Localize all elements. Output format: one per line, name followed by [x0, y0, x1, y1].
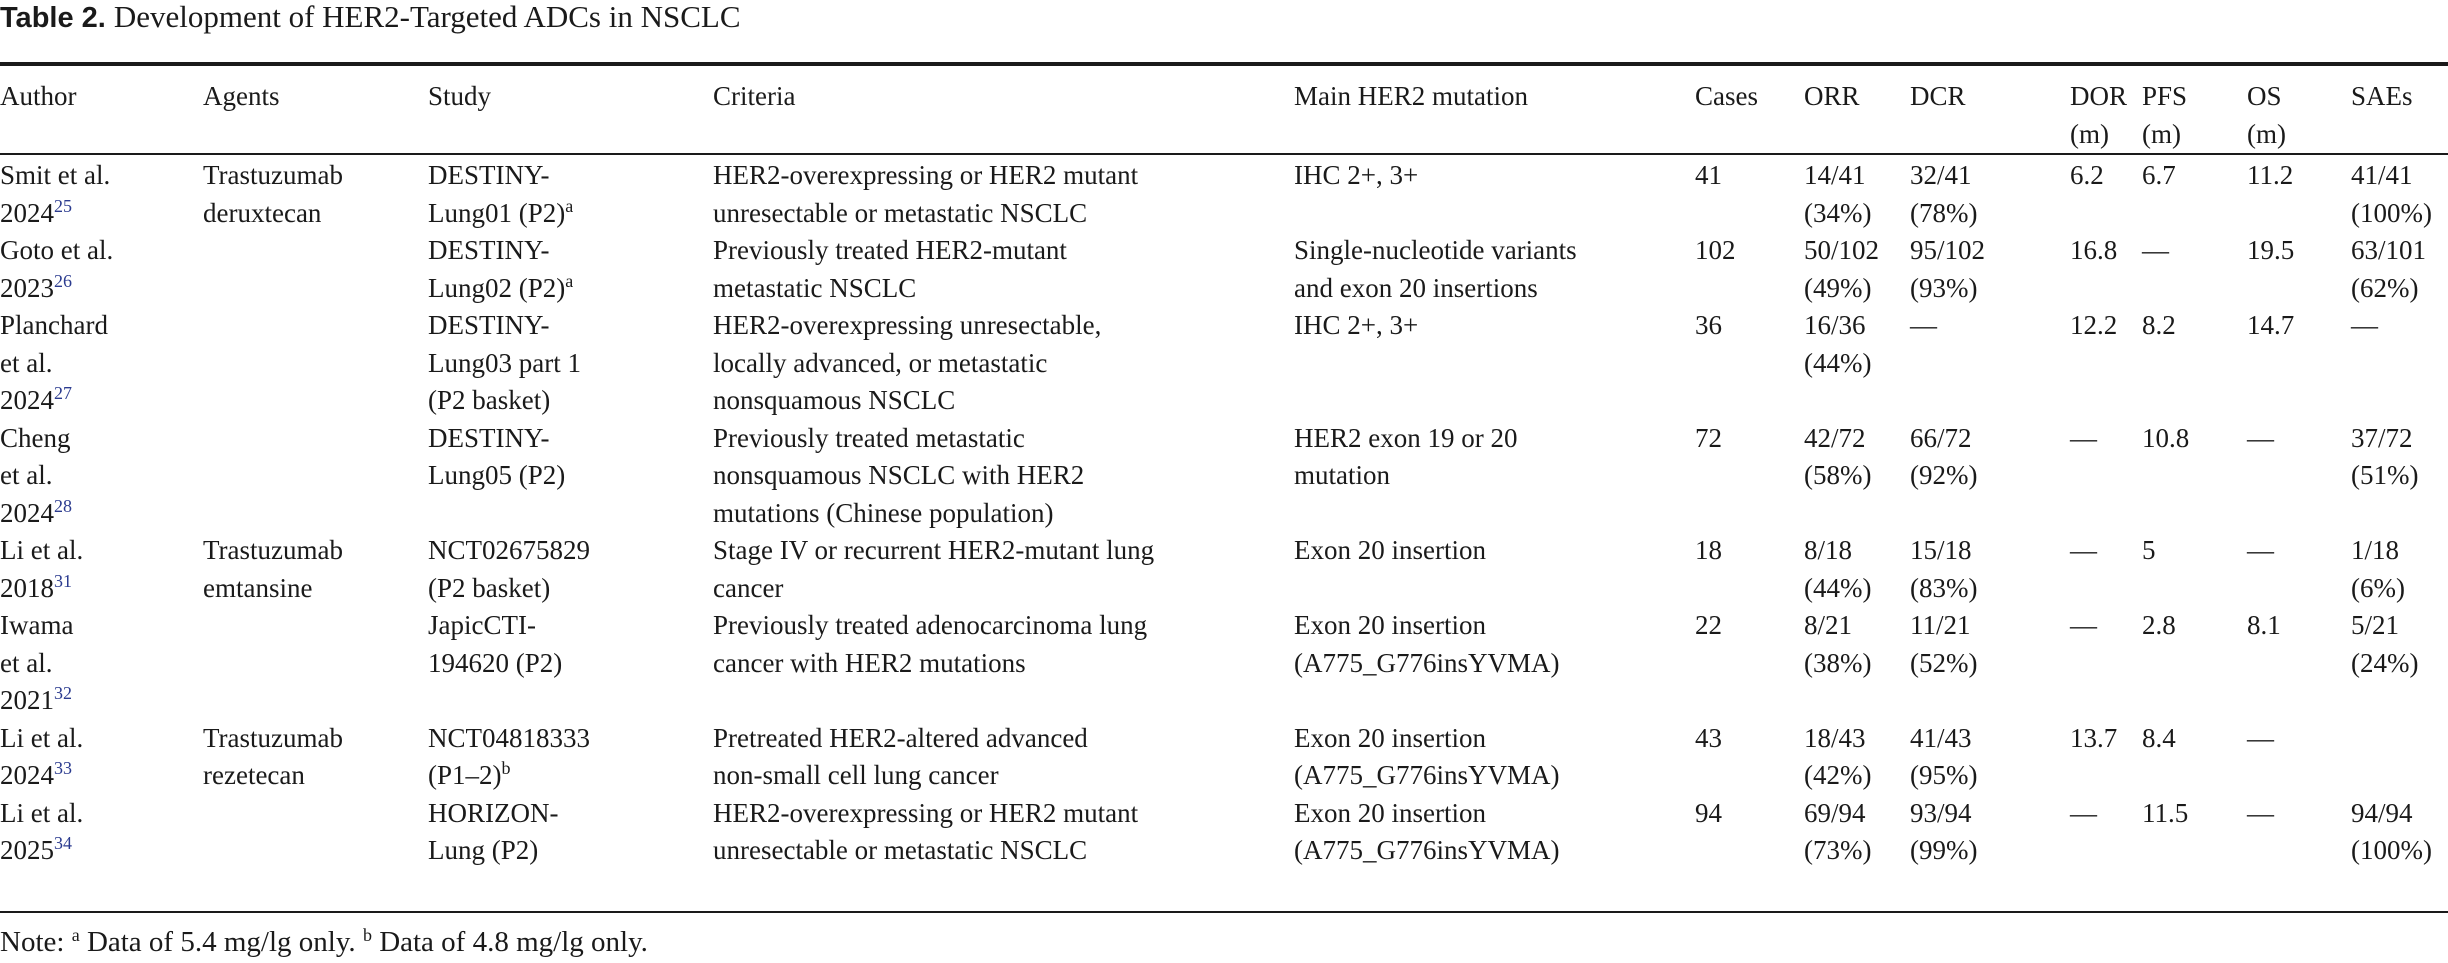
cases-cell: 94: [1695, 797, 1722, 828]
author-cell: Li et al. 2024$^{33}$: [0, 722, 84, 790]
note-text-a: Data of 5.4 mg/lg only.: [86, 926, 356, 958]
study-cell: DESTINY- Lung03 part 1 (P2 basket): [428, 310, 581, 415]
saes-cell: —: [2351, 310, 2378, 340]
table-row: [0, 607, 2448, 720]
criteria-cell: HER2-overexpressing or HER2 mutant unresectable or metastatic NSCLC: [713, 160, 1139, 228]
study-cell: NCT04818333 $(P1-2)^b$: [428, 722, 590, 790]
header-mutation: Main HER2 mutation: [1294, 81, 1528, 111]
pfs-cell: 8.2: [2142, 310, 2176, 340]
dor-cell: —: [2070, 535, 2097, 565]
header-criteria: Criteria: [713, 81, 796, 111]
criteria-cell: Pretreated HER2-altered advanced non-small cell lung cancer: [713, 722, 1088, 790]
table-note: [0, 922, 648, 962]
orr-cell: 14/41 (34%): [1804, 160, 1872, 228]
header-dor: DOR (m): [2070, 81, 2128, 149]
saes-cell: 94/94 (100%): [2351, 797, 2432, 865]
table-row: [0, 153, 2448, 232]
mutation-cell: Exon 20 insertion (A775_G776insYVMA): [1294, 722, 1560, 790]
pfs-cell: 8.4: [2142, 722, 2176, 753]
reference-link[interactable]: 33: [54, 758, 72, 778]
saes-cell: [2351, 720, 2448, 795]
reference-link[interactable]: 28: [54, 495, 72, 516]
orr-cell: 42/72 (58%): [1804, 422, 1872, 490]
reference-link[interactable]: 34: [54, 833, 72, 853]
dor-cell: 16.8: [2070, 235, 2118, 265]
dcr-cell: 15/18 (83%): [1910, 535, 1978, 603]
note-text-b: Data of 4.8 mg/lg only.: [379, 926, 648, 958]
study-cell: DESTINY- Lung01 $(P2)^a$: [428, 160, 574, 228]
author-cell: Smit et al. 2024$^{25}$: [0, 160, 111, 228]
reference-link[interactable]: 32: [54, 683, 72, 703]
study-cell: DESTINY- Lung02 $(P2)^a$: [428, 235, 574, 303]
criteria-cell: Previously treated adenocarcinoma lung cancer with HER2 mutations: [713, 610, 1148, 678]
header-author: Author: [0, 81, 77, 111]
orr-cell: 69/94 (73%): [1804, 797, 1872, 865]
cases-cell: 102: [1695, 235, 1736, 265]
saes-cell: 63/101 (62%): [2351, 235, 2427, 303]
reference-link[interactable]: 27: [54, 383, 72, 403]
author-cell: Li et al. 2018$^{31}$: [0, 535, 84, 603]
mutation-cell: Exon 20 insertion: [1294, 535, 1486, 565]
note-marker-b: b: [362, 925, 372, 945]
pfs-cell: 10.8: [2142, 422, 2190, 453]
author-cell: Planchard et al. 2024$^{27}$: [0, 310, 108, 415]
dcr-cell: 11/21 (52%): [1910, 610, 1978, 678]
agent-cell: [203, 420, 428, 533]
criteria-cell: Previously treated metastatic nonsquamous NSCLC with HER2 mutations (Chinese population): [713, 422, 1085, 528]
saes-cell: 41/41 (100%): [2351, 160, 2432, 228]
header-cases: Cases: [1695, 81, 1758, 111]
table-caption: [0, 0, 741, 34]
agent-cell: Trastuzumab emtansine: [203, 535, 343, 603]
author-cell: Goto et al. 2023$^{26}$: [0, 235, 114, 303]
os-cell: 11.2: [2247, 160, 2294, 190]
pfs-cell: 11.5: [2142, 797, 2189, 828]
study-cell: NCT02675829 (P2 basket): [428, 535, 590, 603]
pfs-cell: 6.7: [2142, 160, 2176, 190]
header-os: OS (m): [2247, 81, 2286, 149]
dor-cell: 13.7: [2070, 722, 2118, 753]
header-orr: ORR: [1804, 81, 1860, 111]
reference-link[interactable]: 25: [54, 195, 72, 216]
orr-cell: 8/21 (38%): [1804, 610, 1872, 678]
criteria-cell: HER2-overexpressing or HER2 mutant unresectable or metastatic NSCLC: [713, 797, 1139, 865]
table-row: [0, 532, 2448, 607]
saes-cell: 37/72 (51%): [2351, 422, 2419, 490]
criteria-cell: Previously treated HER2-mutant metastatic NSCLC: [713, 235, 1067, 303]
pfs-cell: —: [2142, 235, 2169, 265]
header-agents: Agents: [203, 81, 280, 111]
agent-cell: Trastuzumab deruxtecan: [203, 160, 343, 228]
reference-link[interactable]: 31: [54, 570, 72, 591]
bottom-rule: [0, 911, 2448, 913]
header-pfs: PFS (m): [2142, 81, 2188, 149]
table-label: Table 2.: [0, 2, 106, 34]
footnote-marker: a: [565, 195, 574, 216]
dcr-cell: 95/102 (93%): [1910, 235, 1986, 303]
agent-cell: Trastuzumab rezetecan: [203, 722, 343, 790]
mutation-cell: Single-nucleotide variants and exon 20 insertions: [1294, 235, 1577, 303]
study-cell: DESTINY- Lung05 (P2): [428, 422, 566, 490]
header-dcr: DCR: [1910, 81, 1966, 111]
agent-cell: [203, 795, 428, 870]
table-row: [0, 420, 2448, 533]
pfs-cell: 2.8: [2142, 610, 2176, 640]
agent-cell: [203, 232, 428, 307]
footnote-marker: b: [501, 758, 511, 778]
mutation-cell: IHC 2+, 3+: [1294, 160, 1419, 190]
criteria-cell: HER2-overexpressing unresectable, locally advanced, or metastatic nonsquamous NSCLC: [713, 310, 1102, 415]
orr-cell: 8/18 (44%): [1804, 535, 1872, 603]
pfs-cell: 5: [2142, 535, 2156, 565]
cases-cell: 18: [1695, 535, 1722, 565]
header-study: Study: [428, 81, 492, 111]
saes-cell: 5/21 (24%): [2351, 610, 2419, 678]
orr-cell: 16/36 (44%): [1804, 310, 1872, 378]
dor-cell: 12.2: [2070, 310, 2118, 340]
dor-cell: 6.2: [2070, 160, 2104, 190]
cases-cell: 22: [1695, 610, 1722, 640]
orr-cell: 18/43 (42%): [1804, 722, 1872, 790]
table-title: Development of HER2-Targeted ADCs in NSCLC: [113, 0, 741, 34]
table-row: [0, 307, 2448, 420]
os-cell: —: [2247, 535, 2274, 565]
dcr-cell: —: [1910, 310, 1937, 340]
note-prefix: Note:: [0, 926, 65, 958]
criteria-cell: Stage IV or recurrent HER2-mutant lung cancer: [713, 535, 1155, 603]
author-cell: Cheng et al. 2024$^{28}$: [0, 422, 72, 528]
mutation-cell: IHC 2+, 3+: [1294, 310, 1419, 340]
cases-cell: 41: [1695, 160, 1722, 190]
reference-link[interactable]: 26: [54, 270, 72, 291]
orr-cell: 50/102 (49%): [1804, 235, 1880, 303]
os-cell: 19.5: [2247, 235, 2295, 265]
saes-cell: 1/18 (6%): [2351, 535, 2405, 603]
dor-cell: —: [2070, 422, 2097, 453]
cases-cell: 72: [1695, 422, 1722, 453]
dcr-cell: 41/43 (95%): [1910, 722, 1978, 790]
os-cell: —: [2247, 422, 2274, 453]
mutation-cell: HER2 exon 19 or 20 mutation: [1294, 422, 1518, 490]
study-cell: HORIZON- Lung (P2): [428, 797, 559, 865]
table-row: [0, 720, 2448, 795]
header-saes: SAEs: [2351, 81, 2413, 111]
cases-cell: 43: [1695, 722, 1722, 753]
agent-cell: [203, 607, 428, 720]
os-cell: 8.1: [2247, 610, 2281, 640]
os-cell: 14.7: [2247, 310, 2295, 340]
study-cell: JapicCTI- 194620 (P2): [428, 610, 563, 678]
dcr-cell: 32/41 (78%): [1910, 160, 1978, 228]
her2-adc-table: [0, 66, 2448, 870]
table-row: [0, 795, 2448, 870]
os-cell: —: [2247, 722, 2274, 753]
cases-cell: 36: [1695, 310, 1722, 340]
agent-cell: [203, 307, 428, 420]
author-cell: Iwama et al. 2021$^{32}$: [0, 610, 74, 715]
table-row: [0, 232, 2448, 307]
mutation-cell: Exon 20 insertion (A775_G776insYVMA): [1294, 797, 1560, 865]
header-row: [0, 66, 2448, 153]
author-cell: Li et al. 2025$^{34}$: [0, 797, 84, 865]
mutation-cell: Exon 20 insertion (A775_G776insYVMA): [1294, 610, 1560, 678]
dor-cell: —: [2070, 797, 2097, 828]
footnote-marker: a: [565, 270, 574, 291]
os-cell: —: [2247, 797, 2274, 828]
dor-cell: —: [2070, 610, 2097, 640]
dcr-cell: 66/72 (92%): [1910, 422, 1978, 490]
note-marker-a: a: [71, 925, 80, 945]
dcr-cell: 93/94 (99%): [1910, 797, 1978, 865]
